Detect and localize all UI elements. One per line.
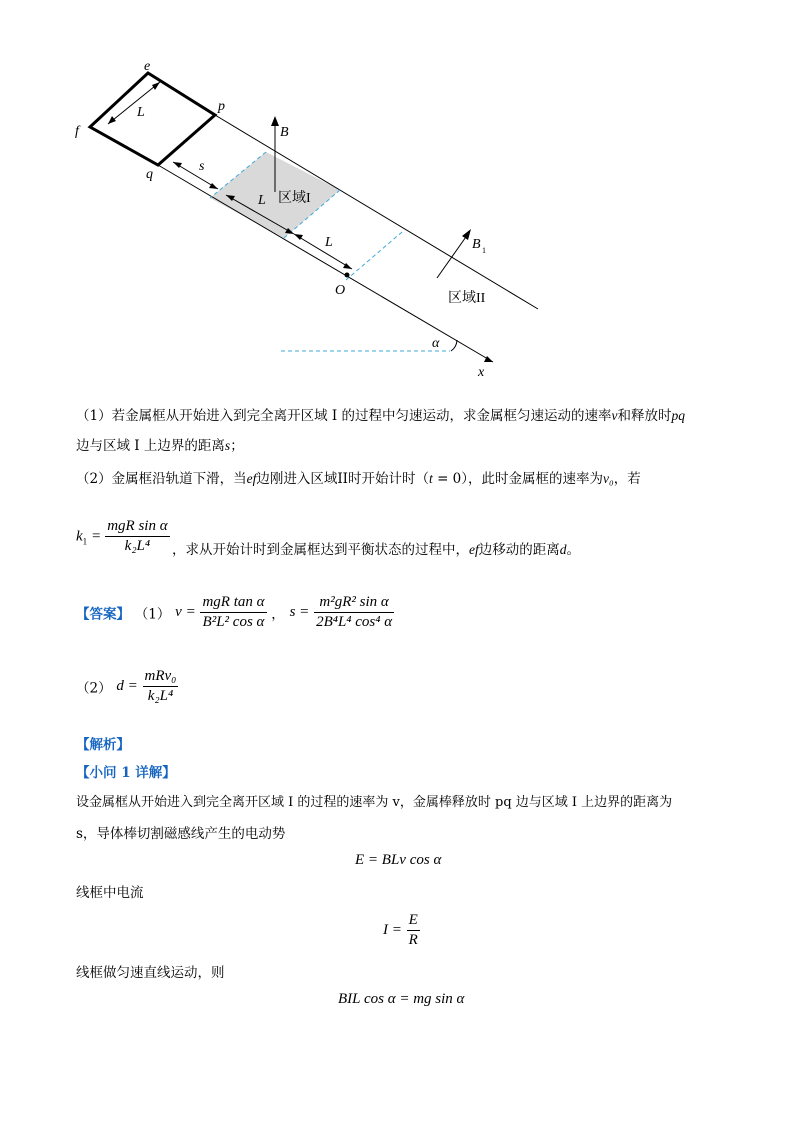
analysis-subtag: 【小问 1 详解】	[76, 765, 176, 781]
B-arrowhead	[271, 116, 279, 126]
k1-fraction	[105, 518, 169, 555]
k1-denominator: k₂L⁴	[124, 538, 151, 554]
q2-var-d: d	[559, 542, 567, 557]
k1-subscript: 1	[82, 536, 88, 547]
q2-text-b: 边刚进入区域II时开始计时（	[256, 471, 430, 487]
label-s: s	[199, 159, 205, 174]
q2-text-f: 边移动的距离	[478, 542, 560, 558]
label-e: e	[144, 59, 151, 74]
label-alpha: α	[432, 336, 440, 351]
eq2-denominator: R	[408, 932, 418, 948]
answer-d-numerator: mRv₀	[143, 668, 179, 687]
answer-tag: 【答案】	[76, 606, 130, 623]
answer-s-lhs: s =	[289, 604, 310, 620]
label-q: q	[146, 167, 153, 182]
answer-v-fraction	[200, 594, 266, 631]
answer-s-denominator: 2B⁴L⁴ cos⁴ α	[316, 614, 393, 630]
B1-arrowhead	[462, 229, 471, 240]
eq2-lhs: I =	[383, 922, 402, 938]
question-2-line-1	[76, 469, 641, 489]
label-L-region: L	[258, 193, 266, 208]
label-B1: B	[472, 237, 481, 252]
label-x: x	[478, 365, 485, 380]
q1-text-b: 和释放时	[617, 408, 672, 424]
label-B1-sub: 1	[482, 246, 486, 255]
q1-var-v: v	[611, 408, 618, 423]
q1-text-a: （1）若金属框从开始进入到完全离开区域 I 的过程中匀速运动，求金属框匀速运动的速率	[76, 408, 612, 424]
label-B: B	[280, 125, 289, 140]
answer-d-lhs: d =	[116, 678, 138, 694]
eq2-numerator: E	[407, 912, 420, 931]
equation-emf: E = BLv cos α	[355, 852, 442, 868]
answer-line-1	[76, 594, 394, 631]
k1-symbol: k	[76, 528, 83, 545]
equation-balance: BIL cos α = mg sin α	[338, 991, 465, 1007]
alpha-arc	[451, 340, 457, 351]
q1-var-s: s	[224, 438, 231, 453]
answer-p1: （1）	[134, 606, 171, 623]
question-2-line-2	[172, 540, 580, 560]
analysis-para-1: 设金属框从开始进入到完全离开区域 I 的过程的速率为 v，金属棒释放时 pq 边与区域 Ⅰ 上边界的距离为	[76, 795, 673, 810]
analysis-para-2: 线框中电流	[76, 885, 144, 901]
label-L-gap: L	[325, 235, 333, 250]
frame-L-arrowhead-1	[108, 116, 116, 124]
eq2-fraction	[407, 912, 420, 949]
region2-boundary	[346, 232, 402, 280]
B1-field-arrow	[437, 234, 468, 278]
answer-line-2	[76, 668, 178, 705]
q2-var-ef2: ef	[469, 542, 479, 557]
analysis-para-3: 线框做匀速直线运动，则	[76, 965, 225, 981]
answer-d-fraction	[143, 668, 179, 705]
answer-v-lhs: v =	[175, 604, 196, 620]
question-1-line-2	[76, 436, 244, 456]
label-O: O	[335, 283, 346, 298]
analysis-tag: 【解析】	[76, 737, 130, 753]
metal-frame	[90, 73, 215, 165]
label-p: p	[218, 99, 225, 114]
x-axis-arrowhead	[484, 356, 493, 362]
answer-d-denominator: k₂L⁴	[147, 688, 174, 704]
q2-text-g: 。	[566, 542, 580, 558]
gap-L-arrow	[294, 234, 352, 269]
label-L-frame: L	[137, 105, 145, 120]
q2-var-v0: v₀	[603, 471, 614, 486]
q2-var-ef: ef	[246, 471, 257, 486]
label-f: f	[75, 124, 79, 139]
q2-text-d: ，若	[613, 471, 641, 487]
q2-text-a: （2）金属框沿轨道下滑，当	[76, 471, 247, 487]
answer-v-denominator: B²L² cos α	[202, 614, 265, 630]
frame-L-arrowhead-2	[152, 82, 160, 90]
answer-v-numerator: mgR tan α	[200, 594, 266, 613]
question-1-line-1	[76, 406, 685, 426]
answer-p2: （2）	[76, 680, 112, 697]
q1-var-pq: pq	[671, 408, 686, 423]
answer-comma: ，	[271, 606, 285, 623]
answer-s-numerator: m²gR² sin α	[314, 594, 394, 613]
label-region1: 区域I	[278, 191, 311, 206]
q2-text-c: = 0），此时金属框的速率为	[432, 471, 604, 487]
answer-s-fraction	[314, 594, 394, 631]
q2-text-e: ，求从开始计时到金属框达到平衡状态的过程中，	[172, 542, 469, 558]
label-region2: 区域II	[448, 291, 486, 306]
analysis-para-1b: s，导体棒切割磁感线产生的电动势	[76, 826, 286, 842]
incline-figure	[0, 0, 800, 390]
q2-var-t: t	[429, 471, 433, 486]
k1-formula	[76, 518, 170, 555]
point-O	[345, 273, 350, 278]
equation-current	[383, 912, 420, 949]
q1-text-d: ；	[230, 438, 244, 454]
k1-equals: =	[91, 528, 101, 545]
q1-text-c: 边与区域 I 上边界的距离	[76, 438, 225, 454]
k1-numerator: mgR sin α	[105, 518, 169, 537]
